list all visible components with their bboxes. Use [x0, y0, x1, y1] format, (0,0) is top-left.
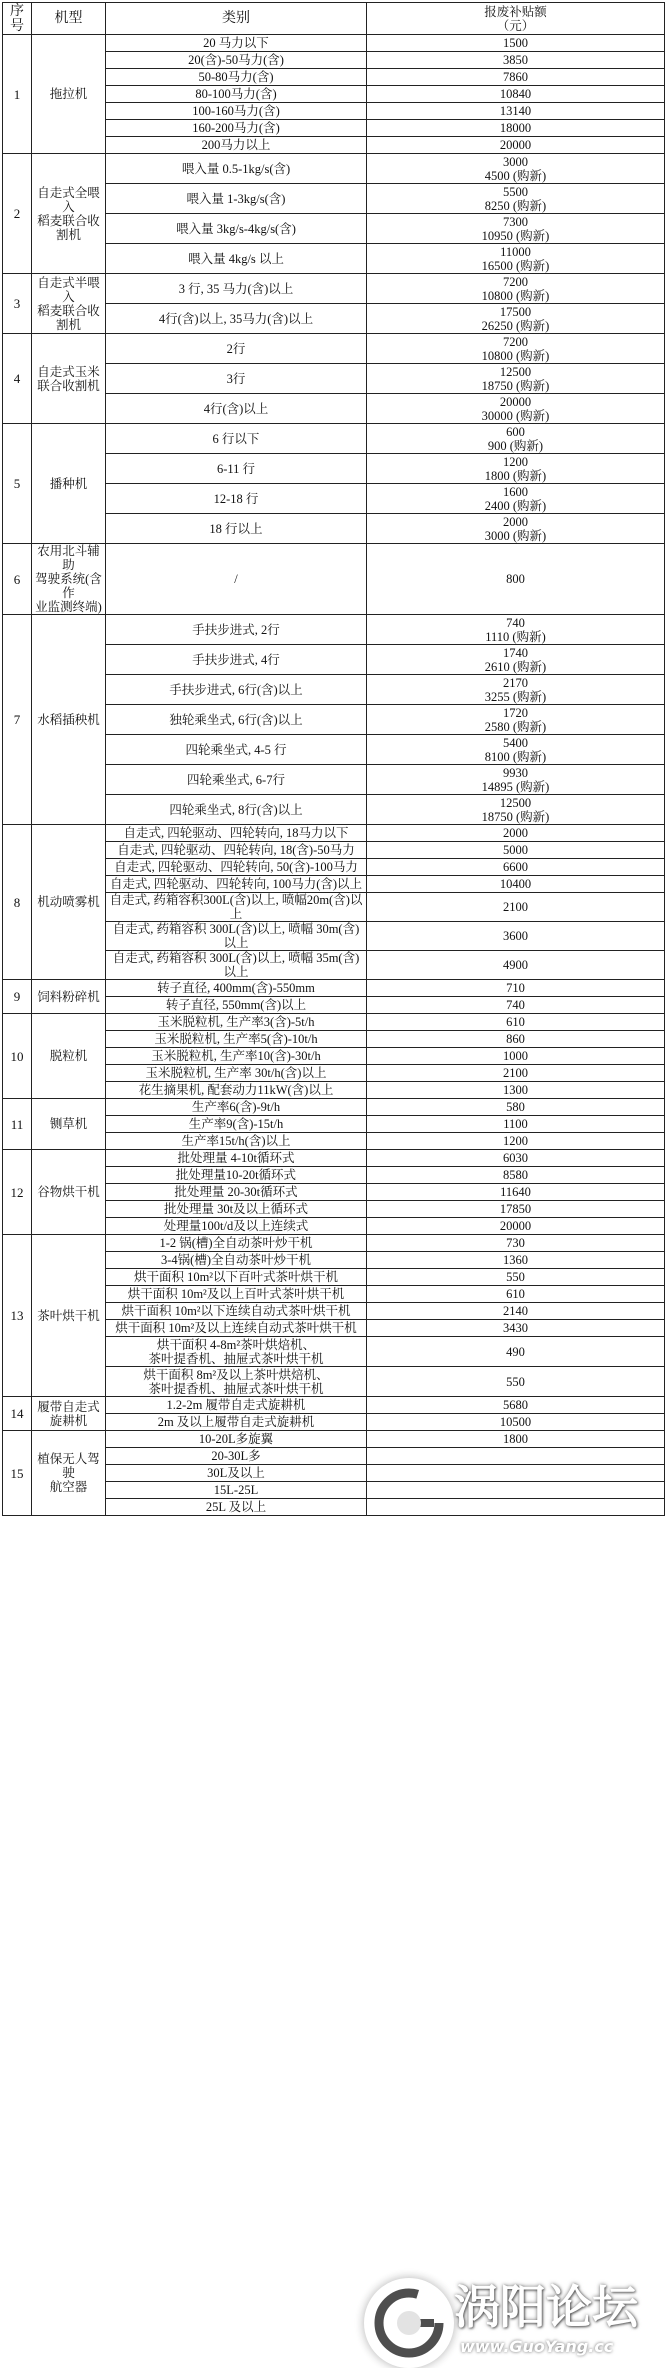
category-cell: 烘干面积 8m²及以上茶叶烘焙机、 茶叶提香机、抽屉式茶叶烘干机	[106, 1367, 367, 1397]
category-cell: 生产率6(含)-9t/h	[106, 1099, 367, 1116]
group-number: 11	[3, 1099, 32, 1150]
machine-type: 饲料粉碎机	[32, 980, 106, 1014]
category-cell: 烘干面积 10m²以下连续自动式茶叶烘干机	[106, 1303, 367, 1320]
category-cell: 四轮乘坐式, 4-5 行	[106, 735, 367, 765]
subsidy-amount-cell: 18000	[367, 120, 665, 137]
subsidy-amount-cell: 7200 10800 (购新)	[367, 334, 665, 364]
machine-type: 自走式半喂入 稻麦联合收割机	[32, 274, 106, 334]
category-cell: 25L 及以上	[106, 1499, 367, 1516]
subsidy-amount-cell	[367, 1482, 665, 1499]
table-row	[3, 825, 665, 842]
subsidy-amount-cell: 860	[367, 1031, 665, 1048]
machine-type: 谷物烘干机	[32, 1150, 106, 1235]
category-cell: 生产率9(含)-15t/h	[106, 1116, 367, 1133]
machine-type: 自走式全喂入 稻麦联合收割机	[32, 154, 106, 274]
subsidy-amount-cell: 710	[367, 980, 665, 997]
category-cell: 20 马力以下	[106, 35, 367, 52]
category-cell: 批处理量 20-30t循环式	[106, 1184, 367, 1201]
category-cell: 1-2 锅(槽)全自动茶叶炒干机	[106, 1235, 367, 1252]
table-row	[3, 1431, 665, 1448]
subsidy-amount-cell	[367, 1499, 665, 1516]
subsidy-amount-cell: 7300 10950 (购新)	[367, 214, 665, 244]
category-cell: 玉米脱粒机, 生产率5(含)-10t/h	[106, 1031, 367, 1048]
category-cell: 20(含)-50马力(含)	[106, 52, 367, 69]
category-cell: 1.2-2m 履带自走式旋耕机	[106, 1397, 367, 1414]
subsidy-amount-cell: 6600	[367, 859, 665, 876]
category-cell: 烘干面积 4-8m²茶叶烘焙机、 茶叶提香机、抽屉式茶叶烘干机	[106, 1337, 367, 1367]
subsidy-amount-cell: 800	[367, 544, 665, 615]
table-row	[3, 1235, 665, 1252]
category-cell: 4行(含)以上	[106, 394, 367, 424]
subsidy-amount-cell: 2000 3000 (购新)	[367, 514, 665, 544]
table-row	[3, 334, 665, 364]
category-cell: 160-200马力(含)	[106, 120, 367, 137]
category-cell: 四轮乘坐式, 6-7行	[106, 765, 367, 795]
table-row	[3, 1014, 665, 1031]
subsidy-table	[2, 2, 665, 1516]
table-row	[3, 1397, 665, 1414]
subsidy-amount-cell: 2140	[367, 1303, 665, 1320]
category-cell: 烘干面积 10m²及以上连续自动式茶叶烘干机	[106, 1320, 367, 1337]
subsidy-amount-cell: 490	[367, 1337, 665, 1367]
subsidy-amount-cell: 1800	[367, 1431, 665, 1448]
group-number: 2	[3, 154, 32, 274]
category-cell: 烘干面积 10m²以下百叶式茶叶烘干机	[106, 1269, 367, 1286]
group-number: 12	[3, 1150, 32, 1235]
table-row	[3, 1150, 665, 1167]
category-cell: 批处理量 4-10t循环式	[106, 1150, 367, 1167]
category-cell: 玉米脱粒机, 生产率 30t/h(含)以上	[106, 1065, 367, 1082]
category-cell: 自走式, 四轮驱动、四轮转向, 18马力以下	[106, 825, 367, 842]
subsidy-amount-cell: 11640	[367, 1184, 665, 1201]
machine-type: 水稻插秧机	[32, 615, 106, 825]
category-cell: 自走式, 四轮驱动、四轮转向, 18(含)-50马力	[106, 842, 367, 859]
category-cell: 喂入量 1-3kg/s(含)	[106, 184, 367, 214]
subsidy-amount-cell: 730	[367, 1235, 665, 1252]
subsidy-amount-cell: 5000	[367, 842, 665, 859]
subsidy-amount-cell: 20000	[367, 137, 665, 154]
table-row	[3, 1099, 665, 1116]
watermark	[364, 2270, 662, 2362]
category-cell: 转子直径, 550mm(含)以上	[106, 997, 367, 1014]
group-number: 6	[3, 544, 32, 615]
subsidy-amount-cell: 20000 30000 (购新)	[367, 394, 665, 424]
subsidy-amount-cell: 610	[367, 1286, 665, 1303]
group-number: 9	[3, 980, 32, 1014]
subsidy-amount-cell: 9930 14895 (购新)	[367, 765, 665, 795]
machine-type: 自走式玉米 联合收割机	[32, 334, 106, 424]
category-cell: 20-30L多	[106, 1448, 367, 1465]
category-cell: 转子直径, 400mm(含)-550mm	[106, 980, 367, 997]
category-cell: 独轮乘坐式, 6行(含)以上	[106, 705, 367, 735]
machine-type: 播种机	[32, 424, 106, 544]
subsidy-amount-cell: 5400 8100 (购新)	[367, 735, 665, 765]
category-cell: 烘干面积 10m²及以上百叶式茶叶烘干机	[106, 1286, 367, 1303]
machine-type: 脱粒机	[32, 1014, 106, 1099]
subsidy-amount-cell: 4900	[367, 951, 665, 980]
subsidy-amount-cell	[367, 1465, 665, 1482]
category-cell: 12-18 行	[106, 484, 367, 514]
subsidy-amount-cell: 580	[367, 1099, 665, 1116]
table-row	[3, 35, 665, 52]
category-cell: 自走式, 四轮驱动、四轮转向, 100马力(含)以上	[106, 876, 367, 893]
subsidy-amount-cell: 600 900 (购新)	[367, 424, 665, 454]
machine-type: 植保无人驾驶 航空器	[32, 1431, 106, 1516]
machine-type: 拖拉机	[32, 35, 106, 154]
subsidy-amount-cell: 1300	[367, 1082, 665, 1099]
group-number: 14	[3, 1397, 32, 1431]
table-row	[3, 274, 665, 304]
subsidy-amount-cell: 10840	[367, 86, 665, 103]
category-cell: 15L-25L	[106, 1482, 367, 1499]
category-cell: 3 行, 35 马力(含)以上	[106, 274, 367, 304]
subsidy-amount-cell: 1720 2580 (购新)	[367, 705, 665, 735]
watermark-title: 涡阳论坛	[454, 2280, 638, 2334]
subsidy-amount-cell: 1600 2400 (购新)	[367, 484, 665, 514]
category-cell: 自走式, 药箱容积 300L(含)以上, 喷幅 35m(含)以上	[106, 951, 367, 980]
category-cell: 80-100马力(含)	[106, 86, 367, 103]
table-row	[3, 544, 665, 615]
subsidy-amount-cell: 2100	[367, 893, 665, 922]
subsidy-amount-cell: 3600	[367, 922, 665, 951]
subsidy-amount-cell: 550	[367, 1367, 665, 1397]
group-number: 8	[3, 825, 32, 980]
subsidy-amount-cell: 12500 18750 (购新)	[367, 795, 665, 825]
group-number: 7	[3, 615, 32, 825]
category-cell: 手扶步进式, 6行(含)以上	[106, 675, 367, 705]
subsidy-amount-cell: 1200 1800 (购新)	[367, 454, 665, 484]
subsidy-amount-cell: 1100	[367, 1116, 665, 1133]
subsidy-amount-cell: 2100	[367, 1065, 665, 1082]
category-cell: 四轮乘坐式, 8行(含)以上	[106, 795, 367, 825]
subsidy-amount-cell: 1200	[367, 1133, 665, 1150]
category-cell: 3-4锅(槽)全自动茶叶炒干机	[106, 1252, 367, 1269]
category-cell: 喂入量 0.5-1kg/s(含)	[106, 154, 367, 184]
category-cell: 花生摘果机, 配套动力11kW(含)以上	[106, 1082, 367, 1099]
category-cell: /	[106, 544, 367, 615]
table-body	[3, 35, 665, 1516]
subsidy-amount-cell: 2170 3255 (购新)	[367, 675, 665, 705]
machine-type: 履带自走式 旋耕机	[32, 1397, 106, 1431]
category-cell: 18 行以上	[106, 514, 367, 544]
machine-type: 机动喷雾机	[32, 825, 106, 980]
subsidy-amount-cell: 7200 10800 (购新)	[367, 274, 665, 304]
category-cell: 自走式, 药箱容积 300L(含)以上, 喷幅 30m(含)以上	[106, 922, 367, 951]
category-cell: 200马力以上	[106, 137, 367, 154]
category-cell: 30L及以上	[106, 1465, 367, 1482]
category-cell: 4行(含)以上, 35马力(含)以上	[106, 304, 367, 334]
header-row	[3, 3, 665, 35]
category-cell: 手扶步进式, 2行	[106, 615, 367, 645]
subsidy-amount-cell: 740 1110 (购新)	[367, 615, 665, 645]
category-cell: 6 行以下	[106, 424, 367, 454]
subsidy-amount-cell: 5680	[367, 1397, 665, 1414]
group-number: 4	[3, 334, 32, 424]
group-number: 3	[3, 274, 32, 334]
subsidy-amount-cell: 17850	[367, 1201, 665, 1218]
category-cell: 玉米脱粒机, 生产率3(含)-5t/h	[106, 1014, 367, 1031]
subsidy-amount-cell: 8580	[367, 1167, 665, 1184]
group-number: 10	[3, 1014, 32, 1099]
header-class: 类别	[106, 3, 367, 35]
subsidy-amount-cell: 1360	[367, 1252, 665, 1269]
g-swirl-logo-icon	[364, 2278, 454, 2368]
watermark-url: www.GuoYang.cc	[460, 2337, 614, 2356]
subsidy-amount-cell: 2000	[367, 825, 665, 842]
subsidy-amount-cell: 13140	[367, 103, 665, 120]
subsidy-amount-cell: 1740 2610 (购新)	[367, 645, 665, 675]
table-row	[3, 154, 665, 184]
category-cell: 生产率15t/h(含)以上	[106, 1133, 367, 1150]
subsidy-amount-cell: 11000 16500 (购新)	[367, 244, 665, 274]
category-cell: 批处理量10-20t循环式	[106, 1167, 367, 1184]
table-row	[3, 615, 665, 645]
header-amount: 报废补贴额 （元）	[367, 3, 665, 35]
machine-type: 茶叶烘干机	[32, 1235, 106, 1397]
subsidy-amount-cell: 550	[367, 1269, 665, 1286]
subsidy-amount-cell: 17500 26250 (购新)	[367, 304, 665, 334]
category-cell: 处理量100t/d及以上连续式	[106, 1218, 367, 1235]
category-cell: 喂入量 4kg/s 以上	[106, 244, 367, 274]
group-number: 15	[3, 1431, 32, 1516]
subsidy-amount-cell: 5500 8250 (购新)	[367, 184, 665, 214]
subsidy-amount-cell: 12500 18750 (购新)	[367, 364, 665, 394]
table-row	[3, 424, 665, 454]
group-number: 5	[3, 424, 32, 544]
subsidy-amount-cell: 3000 4500 (购新)	[367, 154, 665, 184]
category-cell: 100-160马力(含)	[106, 103, 367, 120]
header-type: 机型	[32, 3, 106, 35]
subsidy-amount-cell: 10400	[367, 876, 665, 893]
header-no: 序号	[3, 3, 32, 35]
subsidy-amount-cell: 1000	[367, 1048, 665, 1065]
table-row	[3, 980, 665, 997]
subsidy-amount-cell: 20000	[367, 1218, 665, 1235]
group-number: 13	[3, 1235, 32, 1397]
subsidy-amount-cell: 740	[367, 997, 665, 1014]
group-number: 1	[3, 35, 32, 154]
subsidy-amount-cell: 610	[367, 1014, 665, 1031]
category-cell: 喂入量 3kg/s-4kg/s(含)	[106, 214, 367, 244]
subsidy-amount-cell: 3430	[367, 1320, 665, 1337]
subsidy-amount-cell	[367, 1448, 665, 1465]
subsidy-amount-cell: 7860	[367, 69, 665, 86]
category-cell: 自走式, 四轮驱动、四轮转向, 50(含)-100马力	[106, 859, 367, 876]
category-cell: 2行	[106, 334, 367, 364]
category-cell: 50-80马力(含)	[106, 69, 367, 86]
category-cell: 2m 及以上履带自走式旋耕机	[106, 1414, 367, 1431]
subsidy-amount-cell: 3850	[367, 52, 665, 69]
category-cell: 自走式, 药箱容积300L(含)以上, 喷幅20m(含)以上	[106, 893, 367, 922]
machine-type: 铡草机	[32, 1099, 106, 1150]
category-cell: 玉米脱粒机, 生产率10(含)-30t/h	[106, 1048, 367, 1065]
category-cell: 3行	[106, 364, 367, 394]
category-cell: 手扶步进式, 4行	[106, 645, 367, 675]
subsidy-amount-cell: 10500	[367, 1414, 665, 1431]
subsidy-amount-cell: 1500	[367, 35, 665, 52]
category-cell: 6-11 行	[106, 454, 367, 484]
category-cell: 10-20L多旋翼	[106, 1431, 367, 1448]
category-cell: 批处理量 30t及以上循环式	[106, 1201, 367, 1218]
machine-type: 农用北斗辅助 驾驶系统(含作 业监测终端)	[32, 544, 106, 615]
subsidy-amount-cell: 6030	[367, 1150, 665, 1167]
